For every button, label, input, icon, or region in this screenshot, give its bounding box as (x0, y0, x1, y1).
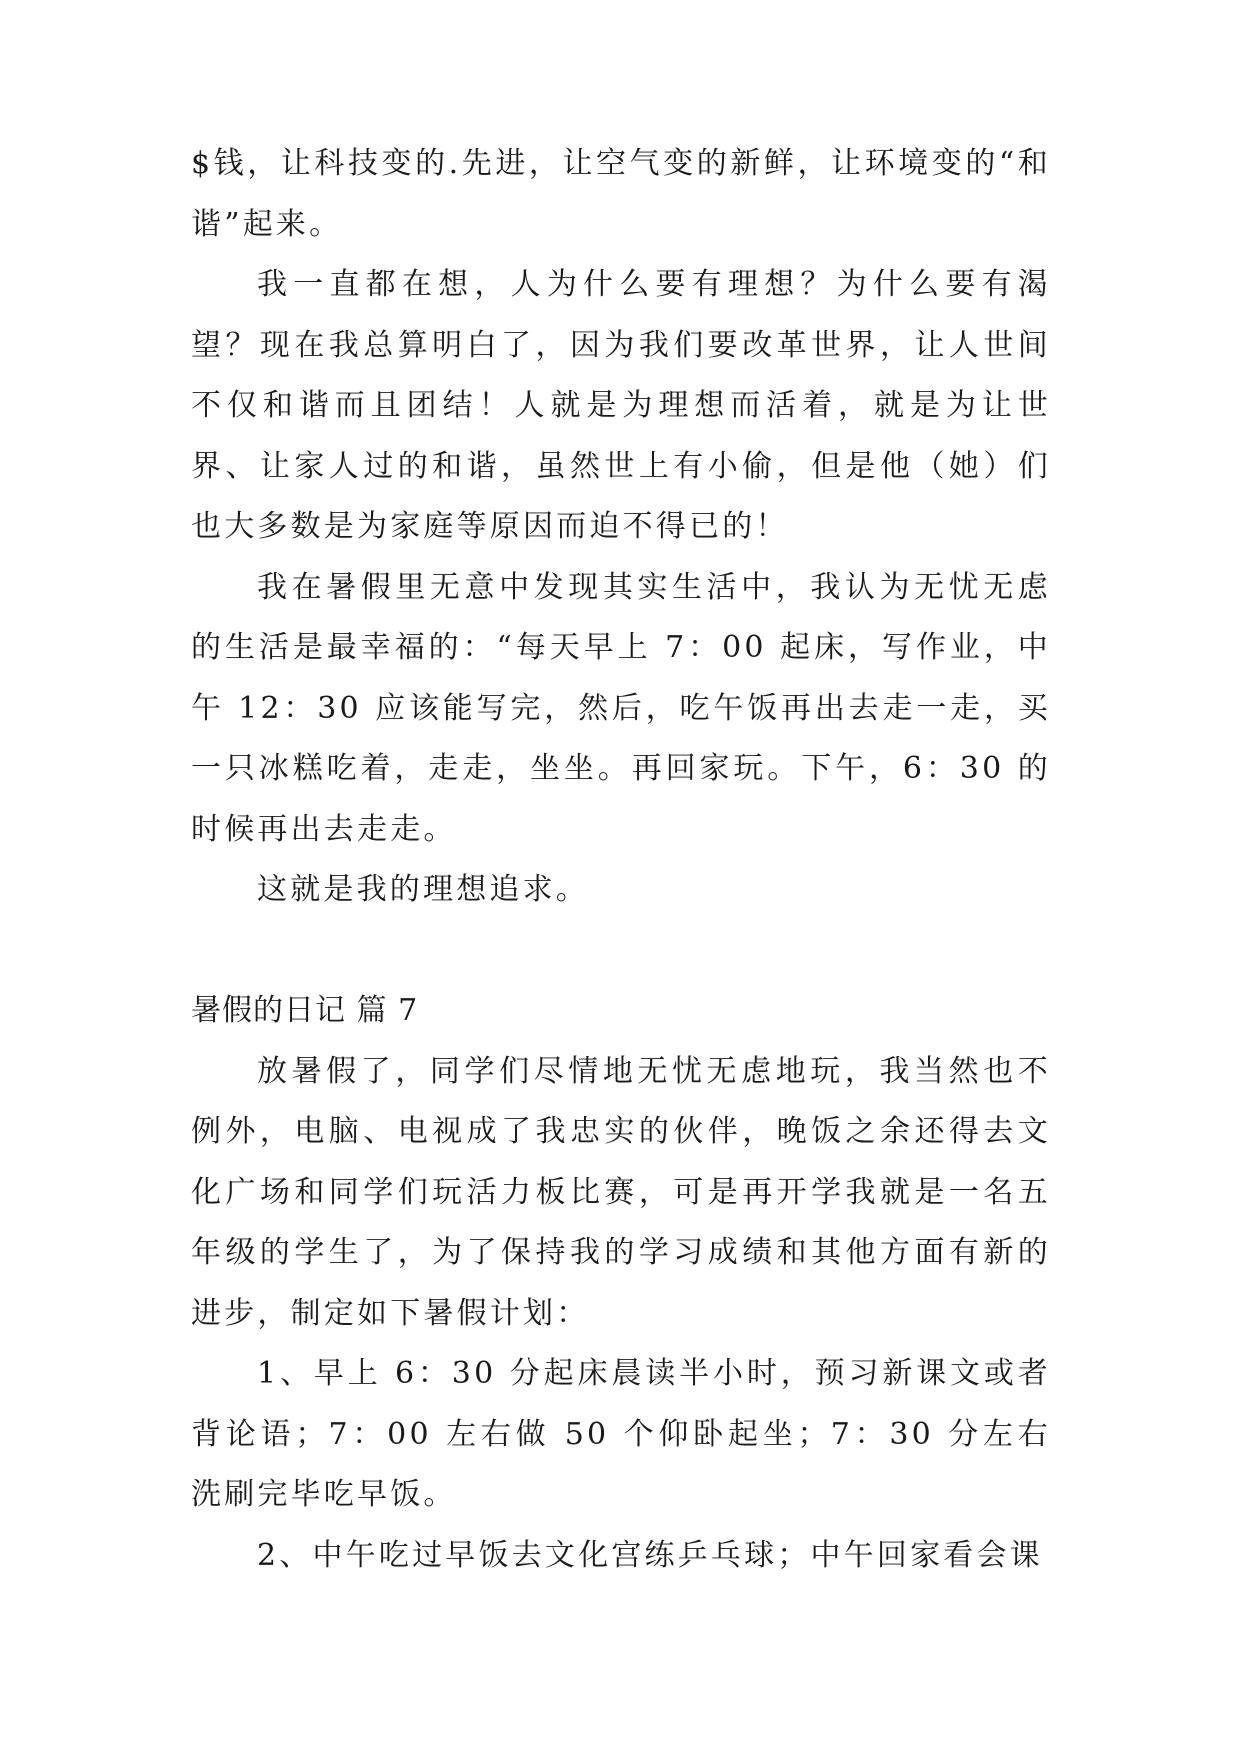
paragraph-continuation: $钱，让科技变的.先进，让空气变的新鲜，让环境变的“和谐”起来。 (191, 146, 1051, 242)
paragraph-conclusion: 这就是我的理想追求。 (257, 872, 589, 907)
paragraph-plan-item-1: 1、早上 6：30 分起床晨读半小时，预习新课文或者背论语；7：00 左右做 50 个仰卧起坐；7：30 分左右洗刷完毕吃早饭。 (191, 1356, 1051, 1512)
blank-line (191, 921, 1051, 982)
document-body (191, 134, 1051, 1586)
paragraph-daily-life: 我在暑假里无意中发现其实生活中，我认为无忧无虑的生活是最幸福的：“每天早上 7：00 起床，写作业，中午 12：30 应该能写完，然后，吃午饭再出去走一走，买一只冰糕吃着，走走，坐坐。再回家玩。下午，6：30 的时候再出去走走。 (191, 569, 1051, 847)
section-title: 暑假的日记 篇 7 (191, 993, 419, 1028)
paragraph-ideals: 我一直都在想，人为什么要有理想？为什么要有渴望？现在我总算明白了，因为我们要改革世界，让人世间不仅和谐而且团结！人就是为理想而活着，就是为让世界、让家人过的和谐，虽然世上有小偷，但是他（她）们也大多数是为家庭等原因而迫不得已的！ (191, 267, 1051, 544)
paragraph-plan-item-2: 2、中午吃过早饭去文化宫练乒乓球；中午回家看会课 (257, 1537, 1043, 1573)
paragraph-summer-intro: 放暑假了，同学们尽情地无忧无虑地玩，我当然也不例外，电脑、电视成了我忠实的伙伴，晚饭之余还得去文化广场和同学们玩活力板比赛，可是再开学我就是一名五年级的学生了，为了保持我的学习成绩和其他方面有新的进步，制定如下暑假计划： (191, 1053, 1051, 1331)
